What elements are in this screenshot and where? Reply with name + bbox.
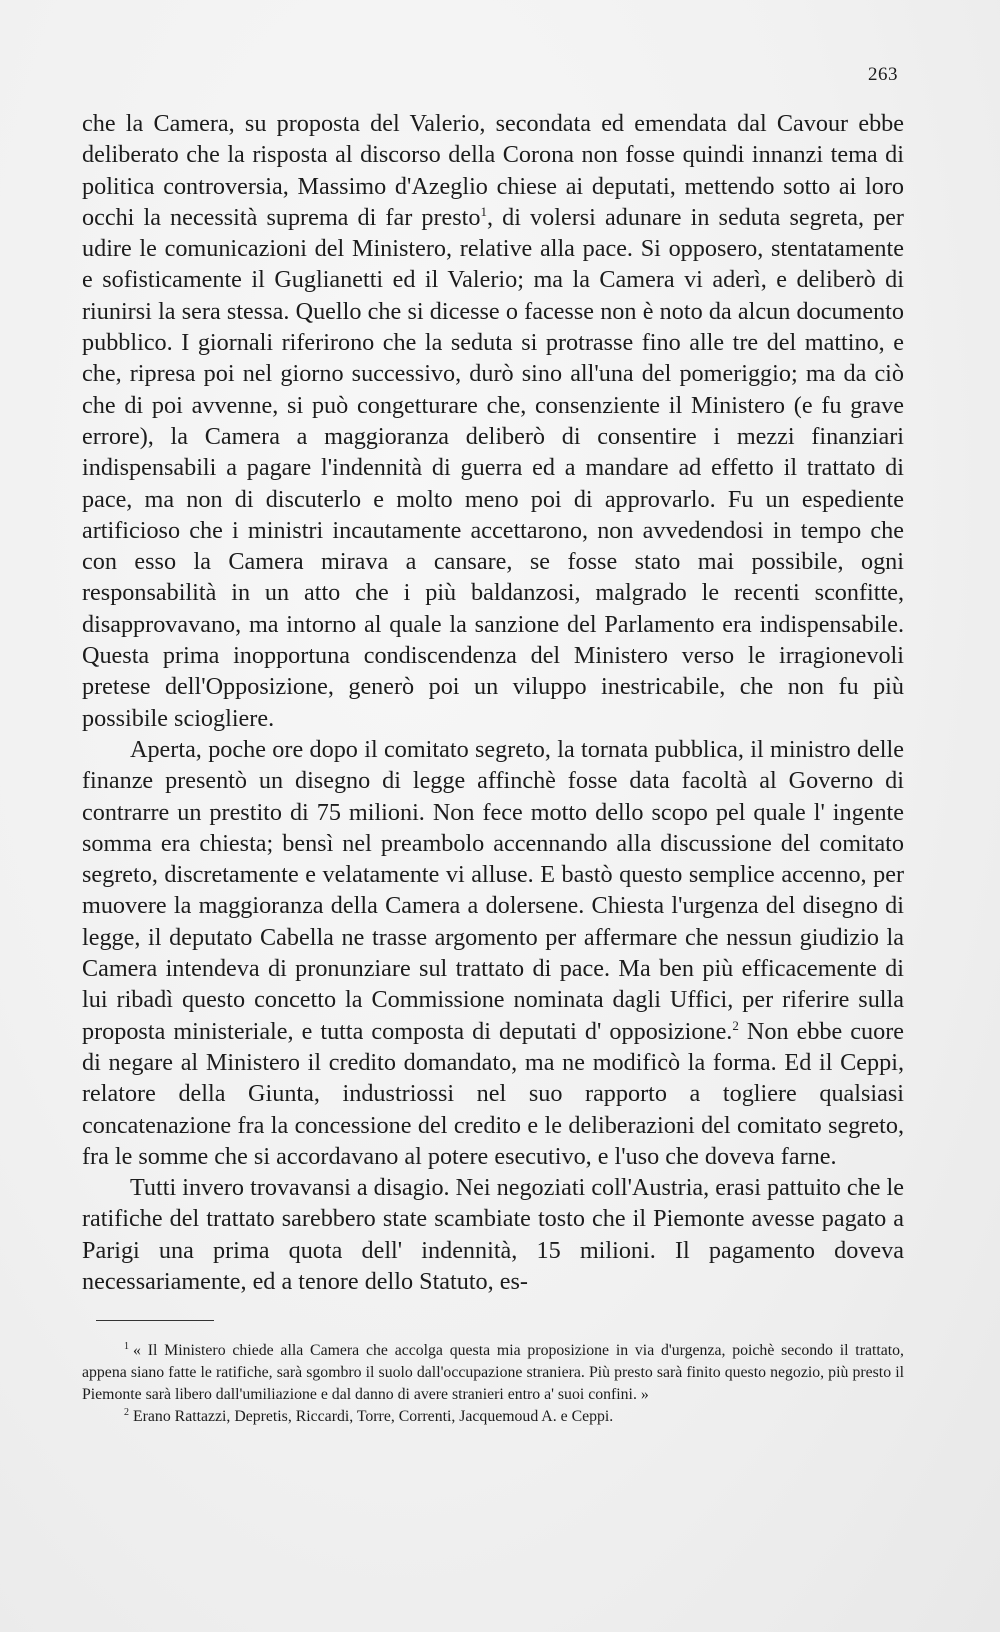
paragraph-1-text-a: che la Camera, su proposta del Valerio, secondata ed emendata dal Cavour ebbe deliberato che la risposta al discorso della Corona non fosse quindi innanzi tema di politica controversia, Massimo d'Azeglio chiese ai deputati, mettendo sotto ai loro occhi la necessità suprema di far presto <box>82 110 904 231</box>
paragraph-3 <box>82 1172 904 1297</box>
paragraph-1-text-b: , di volersi adunare in seduta segreta, per udire le comunicazioni del Ministero, relative alla pace. Si opposero, stentatamente e sofisticamente il Guglianetti ed il Valerio; ma la Camera vi aderì, e deliberò di riunirsi la sera stessa. Quello che si dicesse o facesse non è noto da alcun documento pubblico. I giornali riferirono che la seduta si protrasse fino alle tre del mattino, e che, ripresa poi nel giorno successivo, durò sino all'una del pomeriggio; ma da ciò che di poi avvenne, si può congetturare che, consenziente il Ministero (e fu grave errore), la Camera a maggioranza deliberò di consentire i mezzi finanziari indispensabili a pagare l'indennità di guerra ed a mandare ad effetto il trattato di pace, ma non di discuterlo e molto meno poi di approvarlo. Fu un espediente artificioso che i ministri incautamente accettarono, non avvedendosi in tempo che con esso la Camera mirava a cansare, se fosse stato mai possibile, ogni responsabilità in un atto che i più baldanzosi, malgrado le recenti sconfitte, disapprovavano, ma intorno al quale la sanzione del Parlamento era indispensabile. Questa prima inopportuna condiscendenza del Ministero verso le irragionevoli pretese dell'Opposizione, generò poi un viluppo inestricabile, che non fu più possibile sciogliere. <box>82 203 904 732</box>
footnote-reference-2: 2 <box>732 1017 739 1033</box>
footnote-2 <box>82 1406 904 1428</box>
paragraph-2 <box>82 734 904 1172</box>
footnote-2-mark: 2 <box>124 1406 129 1418</box>
paragraph-3-text: Tutti invero trovavansi a disagio. Nei negoziati coll'Austria, erasi pattuito che le ratifiche del trattato sarebbero state scambiate tosto che il Piemonte avesse pagato a Parigi una prima quota dell' indennità, 15 milioni. Il pagamento doveva necessariamente, ed a tenore dello Statuto, es- <box>82 1174 904 1295</box>
footnote-1-mark: 1 <box>124 1340 129 1352</box>
footnotes <box>82 1340 904 1428</box>
footnote-1 <box>82 1340 904 1406</box>
body-text <box>82 108 904 1297</box>
footnote-reference-1: 1 <box>480 203 487 219</box>
footnote-separator <box>96 1320 214 1321</box>
page-number: 263 <box>868 64 898 85</box>
paragraph-1 <box>82 108 904 734</box>
paragraph-2-text-a: Aperta, poche ore dopo il comitato segreto, la tornata pubblica, il ministro delle finanze presentò un disegno di legge affinchè fosse data facoltà al Governo di contrarre un prestito di 75 milioni. Non fece motto dello scopo pel quale l' ingente somma era chiesta; bensì nel preambolo accennando alla discussione del comitato segreto, discretamente e velatamente vi alluse. E bastò questo semplice accenno, per muovere la maggioranza della Camera a dolersene. Chiesta l'urgenza del disegno di legge, il deputato Cabella ne trasse argomento per affermare che nessun giudizio la Camera intendeva di pronunziare sul trattato di pace. Ma ben più efficacemente di lui ribadì questo concetto la Commissione nominata dagli Uffici, per riferire sulla proposta ministeriale, e tutta composta di deputati d' opposizione. <box>82 735 904 1045</box>
footnote-1-text: « Il Ministero chiede alla Camera che accolga questa mia proposizione in via d'urgenza, poichè secondo il trattato, appena siano fatte le ratifiche, sarà sgombro il suolo dall'occupazione straniera. Più presto sarà finito questo negozio, più presto il Piemonte sarà libero dall'umiliazione e dal danno di avere stranieri entro a' suoi confini. » <box>82 1342 904 1403</box>
paragraph-2-text-b: Non ebbe cuore di negare al Ministero il credito domandato, ma ne modificò la forma. Ed il Ceppi, relatore della Giunta, industriossi nel suo rapporto a togliere qualsiasi concatenazione fra la concessione del credito e le deliberazioni del comitato segreto, fra le somme che si accordavano al potere esecutivo, e l'uso che doveva farne. <box>82 1017 904 1170</box>
footnote-2-text: Erano Rattazzi, Depretis, Riccardi, Torre, Correnti, Jacquemoud A. e Ceppi. <box>133 1408 614 1425</box>
